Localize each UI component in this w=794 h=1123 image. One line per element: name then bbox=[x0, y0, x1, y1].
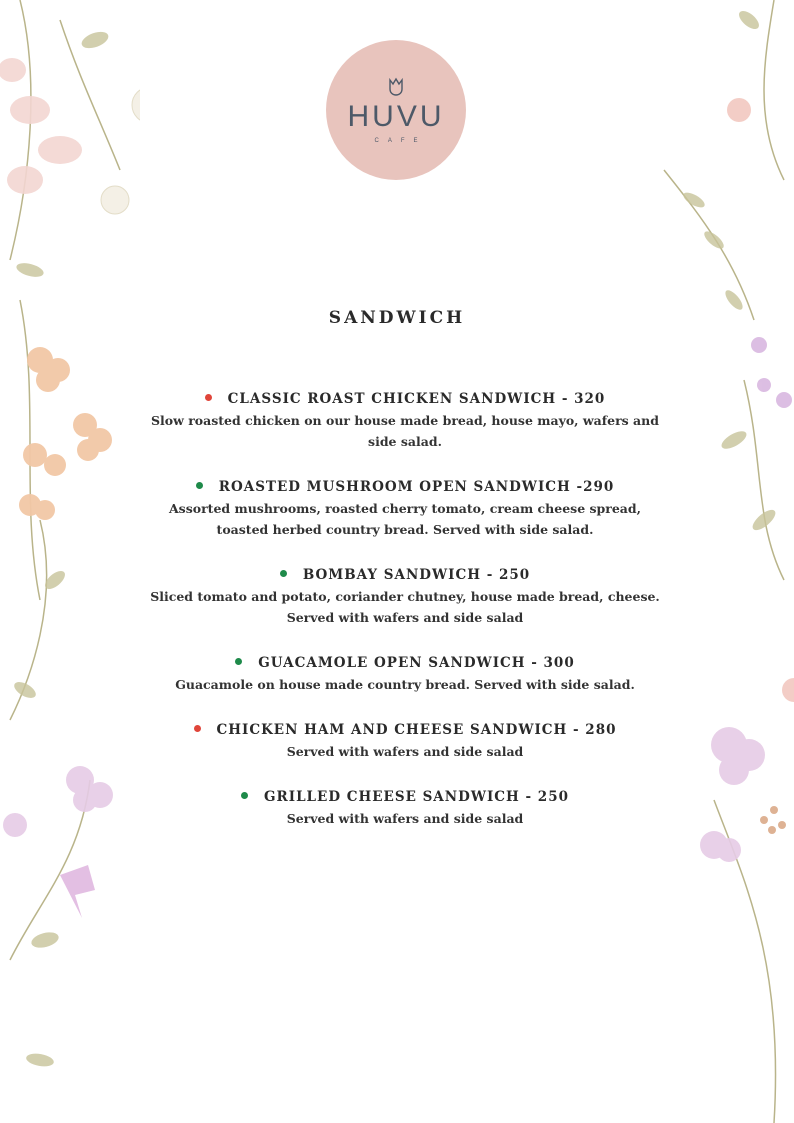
item-description: Served with wafers and side salad bbox=[286, 744, 524, 759]
menu-item bbox=[150, 388, 660, 476]
item-name: GRILLED CHEESE SANDWICH - 250 bbox=[264, 789, 569, 805]
menu-list bbox=[150, 388, 660, 853]
item-name: BOMBAY SANDWICH - 250 bbox=[302, 567, 531, 583]
section-title: SANDWICH bbox=[328, 308, 466, 328]
menu-item bbox=[150, 564, 660, 652]
tulip-icon bbox=[387, 76, 405, 98]
floral-decoration-right bbox=[654, 0, 794, 1123]
brand-name: HUVU bbox=[347, 100, 445, 133]
item-description: Slow roasted chicken on our house made bread, house mayo, wafers and side salad. bbox=[151, 413, 659, 449]
item-name: CHICKEN HAM AND CHEESE SANDWICH - 280 bbox=[216, 722, 617, 738]
veg-indicator-icon bbox=[241, 792, 248, 799]
floral-decoration-left bbox=[0, 0, 140, 1123]
item-description: Assorted mushrooms, roasted cherry tomato, cream cheese spread, toasted herbed country bread. Served with side salad. bbox=[168, 501, 642, 537]
brand-subtitle: CAFE bbox=[374, 138, 427, 144]
menu-item bbox=[150, 476, 660, 564]
item-name: ROASTED MUSHROOM OPEN SANDWICH -290 bbox=[218, 479, 615, 495]
cafe-logo bbox=[326, 40, 466, 180]
item-description: Sliced tomato and potato, coriander chutney, house made bread, cheese. Served with wafers and side salad bbox=[150, 589, 660, 625]
menu-item bbox=[150, 786, 660, 853]
veg-indicator-icon bbox=[280, 570, 287, 577]
non-veg-indicator-icon bbox=[205, 394, 212, 401]
veg-indicator-icon bbox=[196, 482, 203, 489]
non-veg-indicator-icon bbox=[194, 725, 201, 732]
item-name: CLASSIC ROAST CHICKEN SANDWICH - 320 bbox=[227, 391, 606, 407]
menu-item bbox=[150, 719, 660, 786]
menu-item bbox=[150, 652, 660, 719]
item-description: Served with wafers and side salad bbox=[286, 811, 524, 826]
item-name: GUACAMOLE OPEN SANDWICH - 300 bbox=[258, 655, 575, 671]
item-description: Guacamole on house made country bread. Served with side salad. bbox=[175, 677, 635, 692]
veg-indicator-icon bbox=[235, 658, 242, 665]
